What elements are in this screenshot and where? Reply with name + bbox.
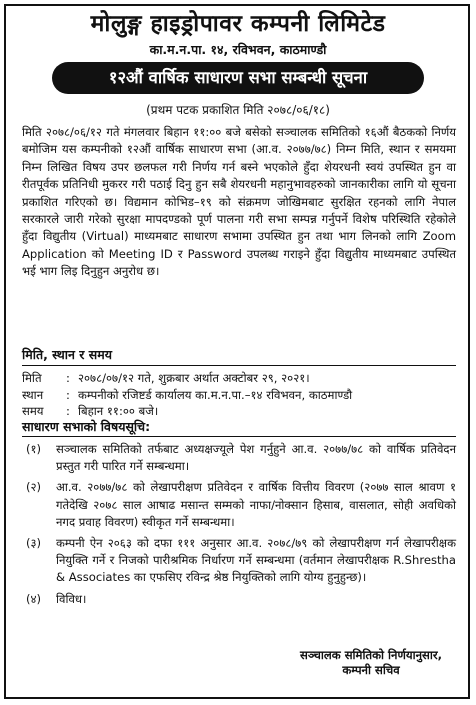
venue-details: [22, 370, 462, 420]
first-published-date: (प्रथम पटक प्रकाशित मिति २०७८/०६/१८): [146, 103, 330, 117]
agenda-item-number: (१): [26, 442, 42, 456]
date-row: [22, 370, 462, 387]
agenda-heading: साधारण सभाको विषयसूचि:: [22, 419, 151, 434]
agenda-item-number: (४): [26, 591, 42, 606]
agenda-item: [22, 479, 456, 531]
signature-line-2: कम्पनी सचिव: [342, 663, 400, 677]
agenda-item: [22, 441, 456, 475]
venue-heading: मिति, स्थान र समय: [22, 347, 112, 362]
agenda-item-text: सञ्चालक समितिको तर्फबाट अध्यक्षज्यूले पेश गर्नुहुने आ.व. २०७७/७८ को वार्षिक प्रतिवेदन प्रस्तुत गरी पारित गर्ने सम्बन्धमा।: [56, 442, 456, 474]
date-separator: :: [66, 371, 70, 385]
agenda-item-text: विविध।: [56, 591, 87, 606]
agenda-item-number: (३): [26, 536, 42, 551]
time-label: समय: [22, 404, 44, 418]
date-label: मिति: [22, 371, 42, 385]
place-separator: :: [66, 387, 70, 402]
agenda-list: [22, 441, 456, 612]
agenda-item-text: आ.व. २०७७/७८ को लेखापरीक्षण प्रतिवेदन र वार्षिक वित्तीय विवरण (२०७७ साल श्रावण १ गतेदेखि २०७८ साल आषाढ मसान्त सम्मको नाफा/नोक्सान हिसाब, वासलात, सोही अवधिको नगद प्रवाह विवरण) स्वीकृत गर्ने सम्बन्धमा।: [56, 480, 456, 529]
agenda-item-text: कम्पनी ऐन २०६३ को दफा १११ अनुसार आ.व. २०७८/७९ को लेखापरीक्षण गर्न लेखापरीक्षक नियुक्ति गर्ने र निजको पारीश्रमिक निर्धारण गर्ने सम्बन्धमा (वर्तमान लेखापरीक्षक R.Shrestha & Associates का एफसिए रविन्द्र श्रेष्ठ नियुक्तिको लागि योग्य हुनुहुन्छ)।: [56, 536, 456, 585]
company-address: का.म.न.पा. १४, रविभवन, काठमाण्डौ: [149, 42, 327, 57]
signature-block: [300, 648, 442, 678]
notice-paragraph: मिति २०७८/०६/१२ गते मंगलवार बिहान ११:०० बजे बसेको सञ्चालक समितिको १६औं बैठकको निर्णय बमोजिम यस कम्पनीको १२औं वार्षिक साधारण सभा (आ.व. २०७७/७८) निम्न मिति, स्थान र समयमा निम्न लिखित विषय उपर छलफल गरी निर्णय गर्न बस्ने भएकोले हुँदा शेयरधनी स्वयं उपस्थित हुन वा रीतपूर्वक प्रतिनिधी मुकरर गरी पठाई दिनु हुन सबै शेयरधनी महानुभावहरुको जानकारीका लागि यो सूचना प्रकाशित गरिएको छ। विद्यमान कोभिड–१९ को संक्रमण जोखिमबाट सुरक्षित रहनको लागि नेपाल सरकारले जारी गरेको सुरक्षा मापदण्डको पूर्ण पालना गरी सभा सम्पन्न गर्नुपर्ने विशेष परिस्थिति रहेकोले हुँदा विद्युतीय (Virtual) माध्यमबाट साधारण सभामा उपस्थित हुन तथा भाग लिनको लागि Zoom Application को Meeting ID र Password उपलब्ध गराइने हुँदा विद्युतीय माध्यमबाट उपस्थित भई भाग लिइ दिनुहुन अनुरोध छ।: [22, 125, 456, 279]
agenda-item: [22, 591, 456, 608]
signature-line-1: सञ्चालक समितिको निर्णयानुसार,: [300, 648, 442, 662]
agenda-divider: [22, 436, 456, 437]
notice-title-banner: १२औं वार्षिक साधारण सभा सम्बन्धी सूचना: [52, 62, 424, 94]
company-name: मोलुङ्ग हाइड्रोपावर कम्पनी लिमिटेड: [90, 11, 386, 37]
agenda-item: [22, 535, 456, 587]
agenda-item-number: (२): [26, 480, 42, 495]
time-value: बिहान ११:०० बजे।: [78, 404, 159, 418]
venue-divider: [22, 365, 456, 366]
time-separator: :: [66, 404, 70, 418]
place-label: स्थान: [22, 387, 44, 402]
date-value: २०७८/०७/१२ गते, शुक्रबार अर्थात अक्टोबर २९, २०२१।: [78, 371, 310, 385]
place-value: कम्पनीको रजिष्टर्ड कार्यालय का.म.न.पा.–१४ रविभवन, काठमाण्डौ: [78, 387, 353, 402]
place-row: [22, 387, 462, 404]
